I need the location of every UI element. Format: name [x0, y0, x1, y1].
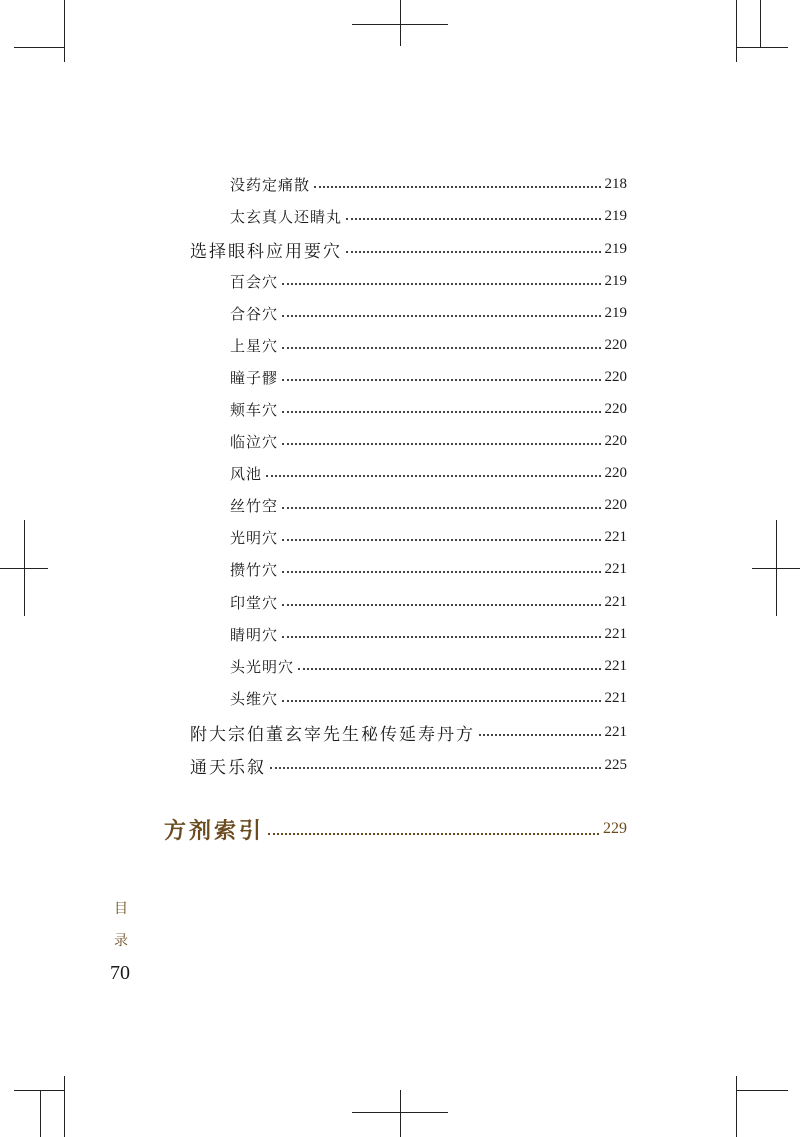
toc-entry-title: 风池	[230, 464, 263, 483]
toc-entry-title: 攒竹穴	[230, 560, 279, 579]
toc-entry-page: 220	[604, 464, 627, 481]
toc-entry[interactable]	[0, 396, 800, 422]
dot-leader	[298, 668, 600, 670]
toc-major-entry[interactable]	[0, 812, 800, 846]
toc-entry-page: 219	[604, 272, 627, 289]
toc-entry[interactable]	[0, 685, 800, 711]
dot-leader	[282, 700, 600, 702]
side-label-char: 目	[114, 901, 128, 917]
toc-entry-page: 221	[604, 593, 627, 610]
toc-entry-title: 上星穴	[230, 336, 279, 355]
toc-entry-title: 合谷穴	[230, 304, 279, 323]
toc-entry-page: 221	[604, 723, 627, 740]
toc-entry-page: 220	[604, 368, 627, 385]
toc-entry[interactable]	[0, 589, 800, 615]
toc-entry[interactable]	[0, 653, 800, 679]
toc-entry-title: 临泣穴	[230, 432, 279, 451]
toc-entry[interactable]	[0, 300, 800, 326]
toc-entry[interactable]	[0, 524, 800, 550]
toc-entry[interactable]	[0, 203, 800, 229]
toc-entry[interactable]	[0, 268, 800, 294]
dot-leader	[314, 186, 600, 188]
toc-entry-title: 颊车穴	[230, 400, 279, 419]
toc-entry-page: 218	[604, 175, 627, 192]
dot-leader	[282, 443, 600, 445]
toc-entry-page: 219	[604, 304, 627, 321]
toc-entry-page: 221	[604, 528, 627, 545]
dot-leader	[266, 475, 600, 477]
toc-entry[interactable]	[0, 621, 800, 647]
dot-leader	[479, 734, 601, 736]
toc-entry-title: 丝竹空	[230, 496, 279, 515]
toc-entry-page: 221	[604, 625, 627, 642]
toc-entry[interactable]	[0, 171, 800, 197]
toc-entry[interactable]	[0, 332, 800, 358]
toc-major-title: 方剂索引	[164, 817, 265, 844]
dot-leader	[268, 833, 599, 835]
dot-leader	[282, 571, 600, 573]
toc-entry[interactable]	[0, 460, 800, 486]
toc-entry-title: 百会穴	[230, 272, 279, 291]
toc-major-page: 229	[603, 820, 627, 837]
toc-entry-title: 睛明穴	[230, 625, 279, 644]
dot-leader	[282, 347, 600, 349]
toc-entry-page: 221	[604, 657, 627, 674]
dot-leader	[282, 411, 600, 413]
dot-leader	[270, 767, 601, 769]
toc-entry-page: 220	[604, 336, 627, 353]
toc-section-entry[interactable]	[0, 719, 800, 745]
toc-entry-page: 219	[604, 240, 627, 257]
dot-leader	[282, 283, 600, 285]
toc-entry-title: 光明穴	[230, 528, 279, 547]
toc-entry-title: 选择眼科应用要穴	[190, 241, 342, 262]
toc-entry[interactable]	[0, 556, 800, 582]
toc-entry-page: 220	[604, 400, 627, 417]
toc-entry-title: 印堂穴	[230, 593, 279, 612]
toc-entry[interactable]	[0, 428, 800, 454]
toc-entry[interactable]	[0, 364, 800, 390]
toc-entry-page: 219	[604, 207, 627, 224]
toc-entry-page: 221	[604, 689, 627, 706]
toc-entry-page: 221	[604, 560, 627, 577]
toc-entry[interactable]	[0, 492, 800, 518]
toc-entry-title: 没药定痛散	[230, 175, 311, 194]
dot-leader	[346, 251, 601, 253]
toc-entry-page: 225	[604, 756, 627, 773]
page-number: 70	[110, 962, 130, 984]
dot-leader	[282, 539, 600, 541]
dot-leader	[282, 507, 600, 509]
dot-leader	[282, 315, 600, 317]
toc-entry-title: 附大宗伯董玄宰先生秘传延寿丹方	[190, 724, 475, 745]
dot-leader	[282, 636, 600, 638]
toc-entry-title: 通天乐叙	[190, 757, 266, 778]
toc-entry-title: 头维穴	[230, 689, 279, 708]
side-label-char: 录	[114, 933, 128, 949]
toc-section-entry[interactable]	[0, 752, 800, 778]
toc-entry-title: 头光明穴	[230, 657, 295, 676]
toc-entry-page: 220	[604, 496, 627, 513]
toc-section-entry[interactable]	[0, 236, 800, 262]
dot-leader	[282, 604, 600, 606]
dot-leader	[282, 379, 600, 381]
dot-leader	[346, 218, 600, 220]
toc-entry-title: 瞳子髎	[230, 368, 279, 387]
toc-entry-title: 太玄真人还睛丸	[230, 207, 343, 226]
toc-entry-page: 220	[604, 432, 627, 449]
